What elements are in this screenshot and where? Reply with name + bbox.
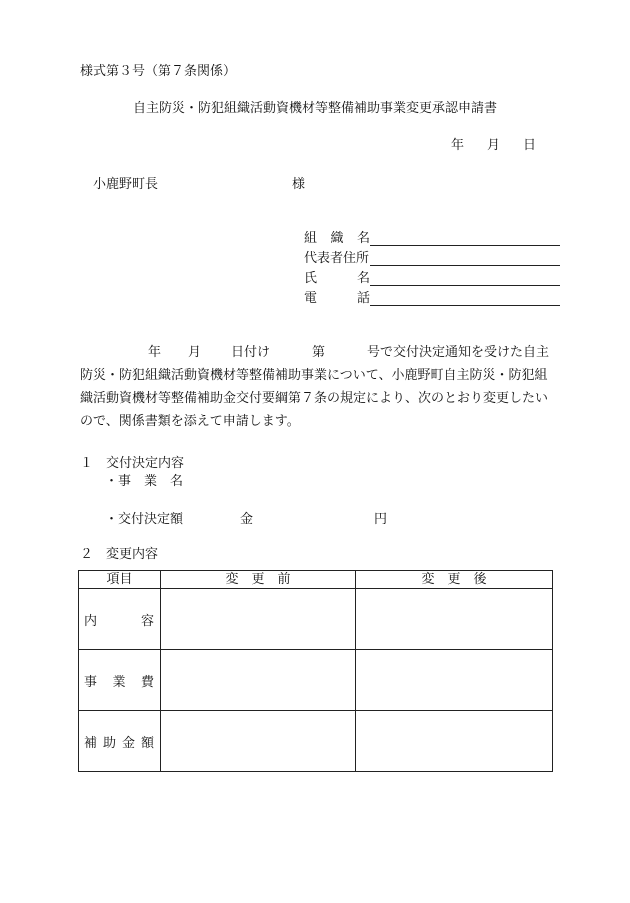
applicant-phone-row	[304, 291, 560, 311]
document-title: 自主防災・防犯組織活動資機材等整備補助事業変更承認申請書	[132, 101, 497, 116]
date-day-label: 日	[523, 138, 537, 153]
section1-heading: １ 交付決定内容	[80, 456, 185, 471]
addressee-name: 小鹿野町長	[93, 177, 159, 192]
applicant-name-field[interactable]	[370, 285, 560, 286]
applicant-address-row	[304, 251, 560, 271]
table-row	[79, 589, 553, 650]
applicant-phone-label: 電 話	[304, 291, 370, 306]
date-line	[451, 138, 536, 154]
row-label-project-cost: 事 業 費	[79, 650, 161, 711]
addressee-honorific: 様	[292, 177, 306, 192]
body-first-line-rest: 号で交付決定通知を受けた自主	[367, 345, 550, 360]
applicant-address-label: 代表者住所	[304, 251, 370, 266]
body-no: 第	[312, 345, 326, 360]
applicant-organization-field[interactable]	[370, 245, 560, 246]
table-header-before: 変 更 前	[161, 571, 356, 589]
body-first-line	[80, 341, 558, 364]
table-row	[79, 650, 553, 711]
content-before-cell[interactable]	[161, 589, 356, 650]
subsidy-amount-after-cell[interactable]	[356, 711, 553, 772]
applicant-address-field[interactable]	[370, 265, 560, 266]
section1-amount-unit: 円	[374, 512, 388, 527]
body-year: 年	[148, 345, 162, 360]
applicant-organization-row	[304, 231, 560, 251]
project-cost-after-cell[interactable]	[356, 650, 553, 711]
section1-project-name-label: ・事 業 名	[105, 474, 184, 489]
change-table	[78, 570, 553, 772]
addressee	[93, 177, 306, 193]
applicant-phone-field[interactable]	[370, 305, 560, 306]
applicant-organization-label: 組 織 名	[304, 231, 370, 246]
body-paragraph	[80, 341, 558, 433]
subsidy-amount-before-cell[interactable]	[161, 711, 356, 772]
applicant-name-label: 氏 名	[304, 271, 370, 286]
applicant-name-row	[304, 271, 560, 291]
table-header-item: 項目	[79, 571, 161, 589]
content-after-cell[interactable]	[356, 589, 553, 650]
table-header-row	[79, 571, 553, 589]
row-label-content: 内 容	[79, 589, 161, 650]
section1-amount-prefix: 金	[240, 512, 254, 527]
body-dated: 日付け	[231, 345, 271, 360]
row-label-subsidy-amount: 補 助 金 額	[79, 711, 161, 772]
date-month-label: 月	[487, 138, 501, 153]
applicant-block	[304, 231, 560, 311]
table-header-after: 変 更 後	[356, 571, 553, 589]
section1-grant-amount-label: ・交付決定額	[105, 512, 184, 527]
form-number: 様式第３号（第７条関係）	[80, 64, 237, 79]
project-cost-before-cell[interactable]	[161, 650, 356, 711]
table-row	[79, 711, 553, 772]
section2-heading: ２ 変更内容	[80, 547, 159, 562]
body-rest: 防災・防犯組織活動資機材等整備補助事業について、小鹿野町自主防災・防犯組織活動資機材等整備補助金交付要綱第７条の規定により、次のとおり変更したいので、関係書類を添えて申請します。	[80, 368, 549, 429]
date-year-label: 年	[451, 138, 465, 153]
body-month: 月	[188, 345, 202, 360]
